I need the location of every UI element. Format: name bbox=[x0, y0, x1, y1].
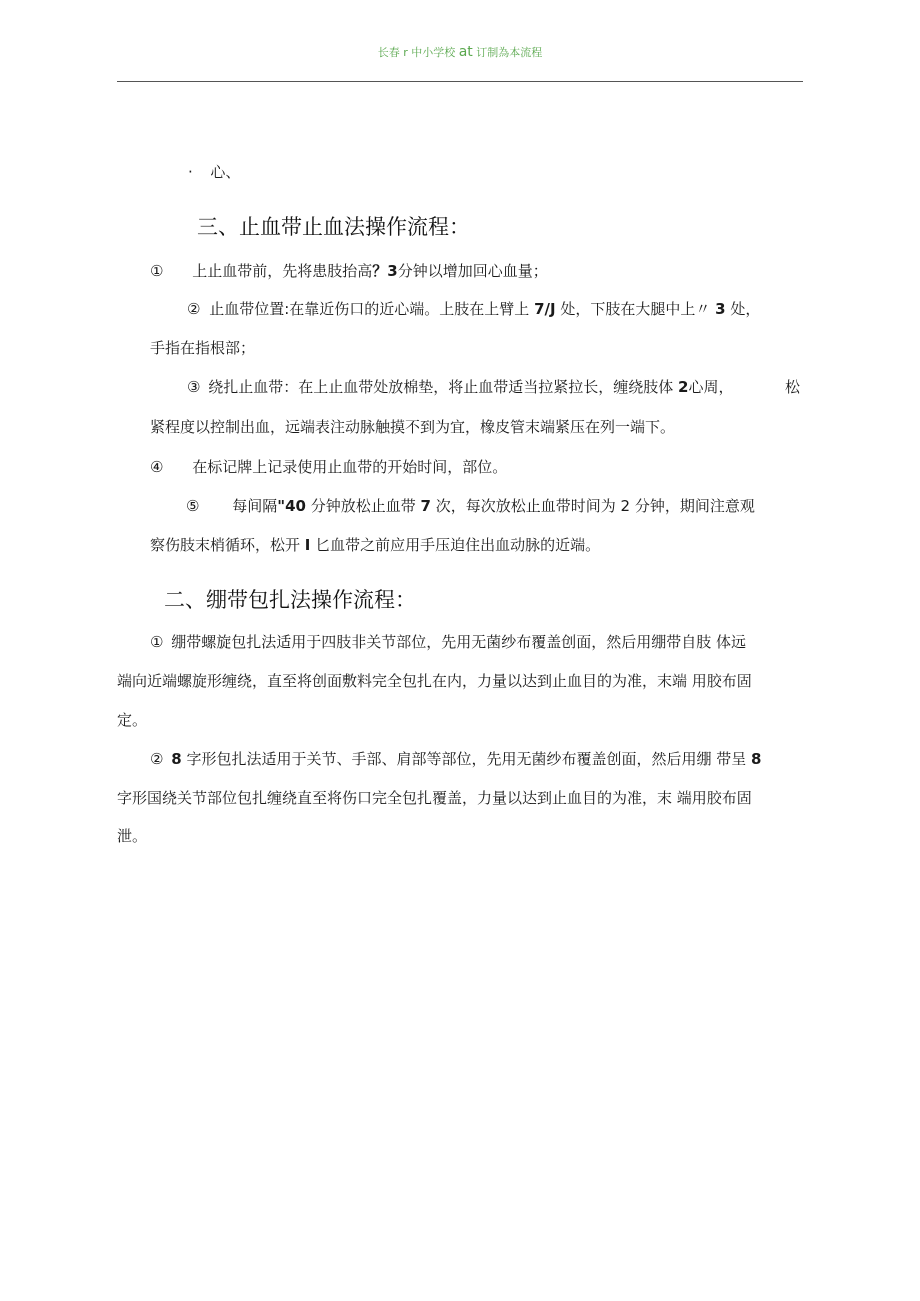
s2-item2-num: ② bbox=[150, 750, 164, 768]
s3-item5-text-e1: 察伤肢末梢循环，松开 bbox=[150, 536, 301, 554]
s2-item1-cont-1: 端向近端螺旋形缠绕，直至将创面敷料完全包扎在内，力量以达到止血目的为准，末端 用胶布固 bbox=[117, 672, 752, 690]
s3-item3-text-c: 心周， bbox=[688, 378, 734, 396]
s3-item4-text: 在标记牌上记录使用止血带的开始时间，部位。 bbox=[192, 458, 508, 476]
s2-item1-num: ① bbox=[150, 633, 164, 651]
s3-item3-text-a: 绕扎止血带：在上止血带处放棉垫，将止血带适当拉紧拉长，缠绕肢体 bbox=[208, 378, 674, 396]
s2-item1 bbox=[150, 632, 746, 652]
s3-item2-text-a: 止血带位置:在靠近伤口的近心端。上肢在上臂上 bbox=[209, 300, 530, 318]
s2-item2-bold-2: 8 bbox=[751, 750, 762, 768]
header-text-end: 订制為本流程 bbox=[472, 46, 543, 59]
s3-item1-bold: ？3 bbox=[372, 262, 398, 280]
s3-item5-bold-3: I bbox=[304, 536, 311, 554]
s3-item1-num: ① bbox=[150, 262, 164, 280]
s3-item3 bbox=[187, 377, 733, 397]
section2-title: 二、绷带包扎法操作流程： bbox=[164, 588, 416, 612]
s3-item3-tail: 松 bbox=[785, 378, 801, 396]
bullet-dot: · bbox=[188, 163, 193, 181]
header-text-at: at bbox=[458, 44, 473, 60]
s2-item1-cont-2: 定。 bbox=[117, 711, 148, 729]
bullet-text: 心、 bbox=[210, 163, 241, 181]
s3-item2 bbox=[187, 299, 760, 319]
bullet-line bbox=[188, 162, 240, 182]
s3-item4 bbox=[150, 457, 507, 477]
s2-item2-text-a: 字形包扎法适用于关节、手部、肩部等部位，先用无菌纱布覆盖创面，然后用绷 带呈 bbox=[186, 750, 747, 768]
s3-item5-text-d: 次，每次放松止血带时间为 2 分钟，期间注意观 bbox=[435, 497, 755, 515]
s3-item5-text-c: 分钟放松止血带 bbox=[310, 497, 416, 515]
s3-item3-cont: 紧程度以控制出血，远端表注动脉触摸不到为宜，橡皮管末端紧压在列一端下。 bbox=[150, 418, 676, 436]
s3-item4-num: ④ bbox=[150, 458, 164, 476]
s3-item5-bold-2: 7 bbox=[420, 497, 431, 515]
s2-item2-cont-2: 泄。 bbox=[117, 827, 148, 845]
s2-item1-text-a: 绷带螺旋包扎法适用于四肢非关节部位，先用无菌纱布覆盖创面，然后用绷带自肢 体远 bbox=[171, 633, 747, 651]
s3-item3-num: ③ bbox=[187, 378, 201, 396]
s3-item2-bold-1: 7/J bbox=[534, 300, 556, 318]
s3-item5-cont bbox=[150, 535, 600, 555]
s3-item2-num: ② bbox=[187, 300, 201, 318]
s3-item2-text-d: 处， bbox=[730, 300, 761, 318]
header-rule bbox=[117, 81, 803, 82]
s3-item5 bbox=[186, 496, 755, 516]
s3-item2-bold-2: 3 bbox=[715, 300, 726, 318]
s3-item3-bold: 2 bbox=[678, 378, 689, 396]
s3-item5-text-e2: 匕血带之前应用手压迫住出血动脉的近端。 bbox=[315, 536, 601, 554]
s3-item2-cont: 手指在指根部； bbox=[150, 339, 256, 357]
s3-item5-text-a: 每间隔 bbox=[232, 497, 278, 515]
s2-item2-cont-1: 字形国绕关节部位包扎缠绕直至将伤口完全包扎覆盖，力量以达到止血目的为准，末 端用胶布固 bbox=[117, 789, 752, 807]
s2-item2-bold-1: 8 bbox=[171, 750, 182, 768]
s3-item1-text-c: 分钟以增加回心血量； bbox=[397, 262, 548, 280]
section3-title: 三、止血带止血法操作流程： bbox=[197, 215, 470, 239]
s3-item1-text-a: 上止血带前，先将患肢抬高 bbox=[192, 262, 373, 280]
s3-item5-num: ⑤ bbox=[186, 497, 200, 515]
s3-item1 bbox=[150, 261, 548, 281]
s3-item2-text-c: 处，下肢在大腿中上〃 bbox=[560, 300, 711, 318]
page-header bbox=[0, 44, 920, 60]
header-text-start: 长春 r 中小学校 bbox=[377, 46, 459, 59]
s3-item5-bold-1: "40 bbox=[277, 497, 306, 515]
s2-item2 bbox=[150, 749, 761, 769]
